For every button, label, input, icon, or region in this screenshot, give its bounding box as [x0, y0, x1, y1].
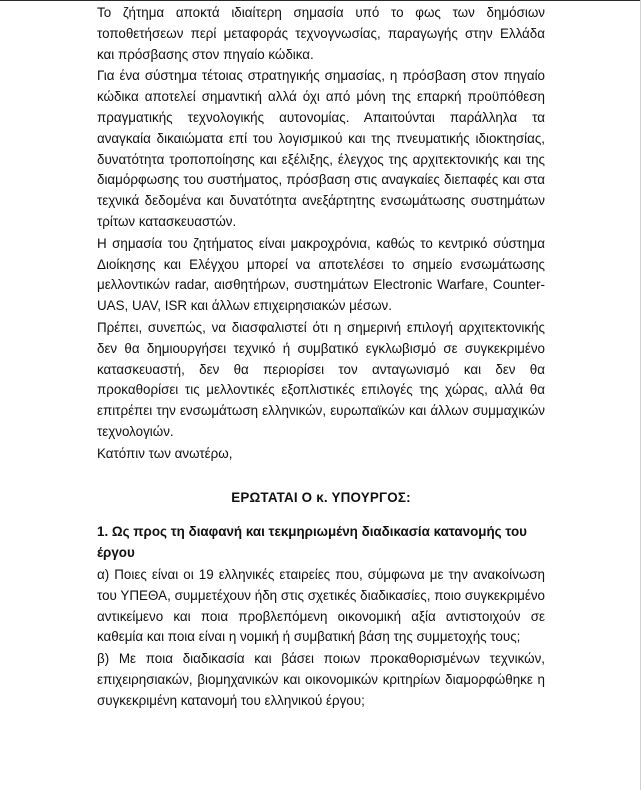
questions-heading: ΕΡΩΤΑΤΑΙ Ο κ. ΥΠΟΥΡΓΟΣ:: [231, 489, 411, 505]
document-page: [97, 3, 545, 713]
paragraph-source-code: Για ένα σύστημα τέτοιας στρατηγικής σημασίας, η πρόσβαση στον πηγαίο κώδικα αποτελεί σημαντική αλλά όχι από μόνη της επαρκή προϋπόθεση πραγματικής τεχνολογικής αυτονομίας. Απαιτούνται παράλληλα τα αναγκαία δικαιώματα επί του λογισμικού και της πνευματικής ιδιοκτησίας, δυνατότητα τροποποίησης και εξέλιξης, έλεγχος της αρχιτεκτονικής και της διαμόρφωσης του συστήματος, πρόσβαση στις αναγκαίες διεπαφές και στα τεχνικά δεδομένα και δυνατότητα ανεξάρτητης ενσωμάτωσης συστημάτων τρίτων κατασκευαστών.: [97, 68, 545, 229]
paragraph-conclusion: Κατόπιν των ανωτέρω,: [97, 445, 233, 461]
page-top-border: [0, 0, 641, 1]
paragraph-architecture: Πρέπει, συνεπώς, να διασφαλιστεί ότι η σημερινή επιλογή αρχιτεκτονικής δεν θα δημιουργήσει τεχνικό ή συμβατικό εγκλωβισμό σε συγκεκριμένο κατασκευαστή, δεν θα περιορίσει τον ανταγωνισμό και δεν θα προκαθορίσει τις μελλοντικές εξοπλιστικές επιλογές της χώρας, αλλά θα επιτρέπει την ενσωμάτωση ελληνικών, ευρωπαϊκών και άλλων συμμαχικών τεχνολογιών.: [97, 319, 545, 439]
section-title: 1. Ως προς τη διαφανή και τεκμηριωμένη διαδικασία κατανομής του έργου: [97, 524, 527, 561]
question-a: α) Ποιες είναι οι 19 ελληνικές εταιρείες που, σύμφωνα με την ανακοίνωση του ΥΠΕΘΑ, συμμετέχουν ήδη στις σχετικές διαδικασίες, ποιο συγκεκριμένο αντικείμενο και ποια προβλεπόμενη οικονομική αξία αντιστοιχούν σε καθεμία και ποια είναι η νομική ή συμβατική βάση της συμμετοχής τους;: [97, 566, 545, 645]
paragraph-context: Το ζήτημα αποκτά ιδιαίτερη σημασία υπό το φως των δημόσιων τοποθετήσεων περί μεταφοράς τεχνογνωσίας, παραγωγής στην Ελλάδα και πρόσβασης στον πηγαίο κώδικα.: [97, 5, 545, 62]
question-b: β) Με ποια διαδικασία και βάσει ποιων προκαθορισμένων τεχνικών, επιχειρησιακών, βιομηχανικών και οικονομικών κριτηρίων διαμορφώθηκε η συγκεκριμένη κατανομή του ελληνικού έργου;: [97, 651, 545, 708]
paragraph-significance: Η σημασία του ζητήματος είναι μακροχρόνια, καθώς το κεντρικό σύστημα Διοίκησης και Ελέγχου μπορεί να αποτελέσει το σημείο ενσωμάτωσης μελλοντικών radar, αισθητήρων, συστημάτων Electronic Warfare, Counter-UAS, UAV, ISR και άλλων επιχειρησιακών μέσων.: [97, 235, 545, 314]
